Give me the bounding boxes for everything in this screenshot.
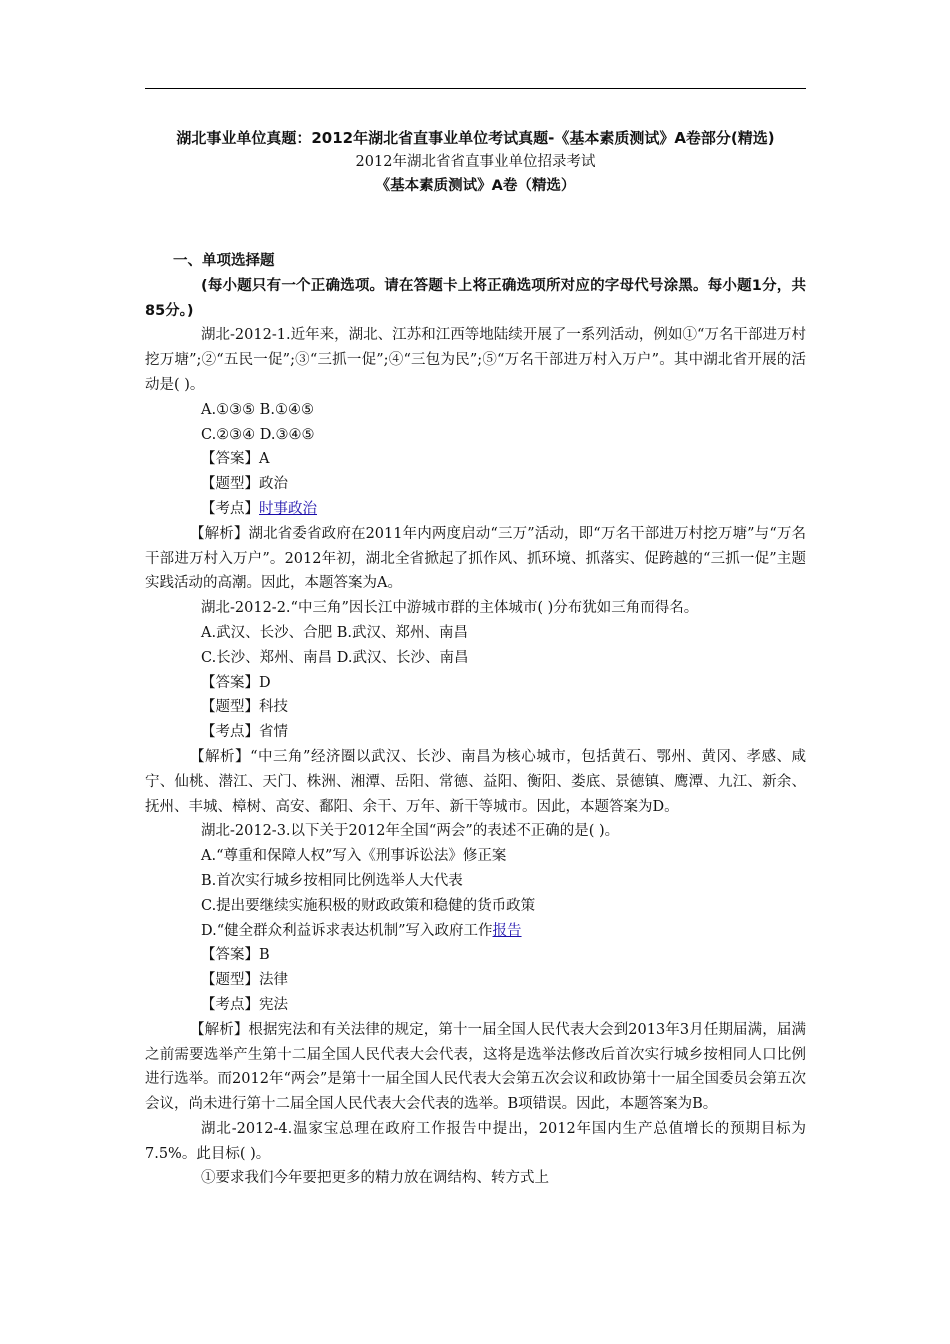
point-link-current-affairs[interactable]: 时事政治 <box>259 500 317 517</box>
question-2-options-cd: C.长沙、郑州、南昌 D.武汉、长沙、南昌 <box>201 649 469 666</box>
question-3-option-d <box>145 919 806 944</box>
document-body <box>145 249 806 1191</box>
question-2-options-ab: A.武汉、长沙、合肥 B.武汉、郑州、南昌 <box>201 624 468 641</box>
question-4-item-1: ①要求我们今年要把更多的精力放在调结构、转方式上 <box>201 1170 549 1187</box>
question-3-point: 【考点】宪法 <box>201 996 288 1013</box>
question-1-type: 【题型】政治 <box>201 476 288 493</box>
question-1-analysis: 【解析】湖北省委省政府在2011年内两度启动“三万”活动，即“万名干部进万村挖万塘”与“万名干部进万村入万户”。2012年初，湖北全省掀起了抓作风、抓环境、抓落实、促跨越的“三抓一促”主题实践活动的高潮。因此，本题答案为A。 <box>145 525 806 592</box>
question-1-answer: 【答案】A <box>201 451 270 468</box>
question-1-stem: 湖北-2012-1.近年来，湖北、江苏和江西等地陆续开展了一系列活动，例如①“万名干部进万村挖万塘”;②“五民一促”;③“三抓一促”;④“三包为民”;⑤“万名干部进万村入万户”。其中湖北省开展的活动是( )。 <box>145 327 806 393</box>
question-1-point <box>145 497 806 522</box>
document-subtitle: 2012年湖北省省直事业单位招录考试 <box>355 154 596 170</box>
question-2-type: 【题型】科技 <box>201 699 288 716</box>
header-rule <box>145 88 806 89</box>
question-1-options-ab: A.①③⑤ B.①④⑤ <box>201 401 314 418</box>
question-3-stem: 湖北-2012-3.以下关于2012年全国“两会”的表述不正确的是( )。 <box>201 823 620 840</box>
document-title: 湖北事业单位真题：2012年湖北省直事业单位考试真题-《基本素质测试》A卷部分(精选) <box>176 129 775 147</box>
question-3-type: 【题型】法律 <box>201 972 288 989</box>
report-link[interactable]: 报告 <box>492 922 522 939</box>
question-2-answer: 【答案】D <box>201 674 271 691</box>
question-3-answer: 【答案】B <box>201 947 270 964</box>
document-subtitle-paper: 《基本素质测试》A卷（精选） <box>375 178 576 194</box>
question-3-option-b: B.首次实行城乡按相同比例选举人大代表 <box>201 872 463 889</box>
question-3-option-d-text: D.“健全群众利益诉求表达机制”写入政府工作 <box>201 922 493 939</box>
question-2-point: 【考点】省情 <box>201 724 288 741</box>
section-instruction: (每小题只有一个正确选项。请在答题卡上将正确选项所对应的字母代号涂黑。每小题1分，共85分。) <box>145 277 806 319</box>
question-2-stem: 湖北-2012-2.“中三角”因长江中游城市群的主体城市( )分布犹如三角而得名。 <box>201 600 699 617</box>
question-1-point-label: 【考点】 <box>201 500 259 517</box>
question-1-options-cd: C.②③④ D.③④⑤ <box>201 426 315 443</box>
section-heading: 一、单项选择题 <box>173 253 275 269</box>
question-3-option-a: A.“尊重和保障人权”写入《刑事诉讼法》修正案 <box>201 848 507 865</box>
question-2-analysis: 【解析】“中三角”经济圈以武汉、长沙、南昌为核心城市，包括黄石、鄂州、黄冈、孝感、咸宁、仙桃、潜江、天门、株洲、湘潭、岳阳、常德、益阳、衡阳、娄底、景德镇、鹰潭、九江、新余、抚州、丰城、樟树、高安、鄱阳、余干、万年、新干等城市。因此，本题答案为D。 <box>145 748 806 815</box>
question-3-analysis: 【解析】根据宪法和有关法律的规定，第十一届全国人民代表大会到2013年3月任期届满，届满之前需要选举产生第十二届全国人民代表大会代表，这将是选举法修改后首次实行城乡按相同人口比例进行选举。而2012年“两会”是第十一届全国人民代表大会第五次会议和政协第十一届全国委员会第五次会议，尚未进行第十二届全国人民代表大会代表的选举。B项错误。因此，本题答案为B。 <box>145 1021 806 1113</box>
question-3-option-c: C.提出要继续实施积极的财政政策和稳健的货币政策 <box>201 897 536 914</box>
question-4-stem: 湖北-2012-4.温家宝总理在政府工作报告中提出，2012年国内生产总值增长的预期目标为7.5%。此目标( )。 <box>145 1120 806 1162</box>
